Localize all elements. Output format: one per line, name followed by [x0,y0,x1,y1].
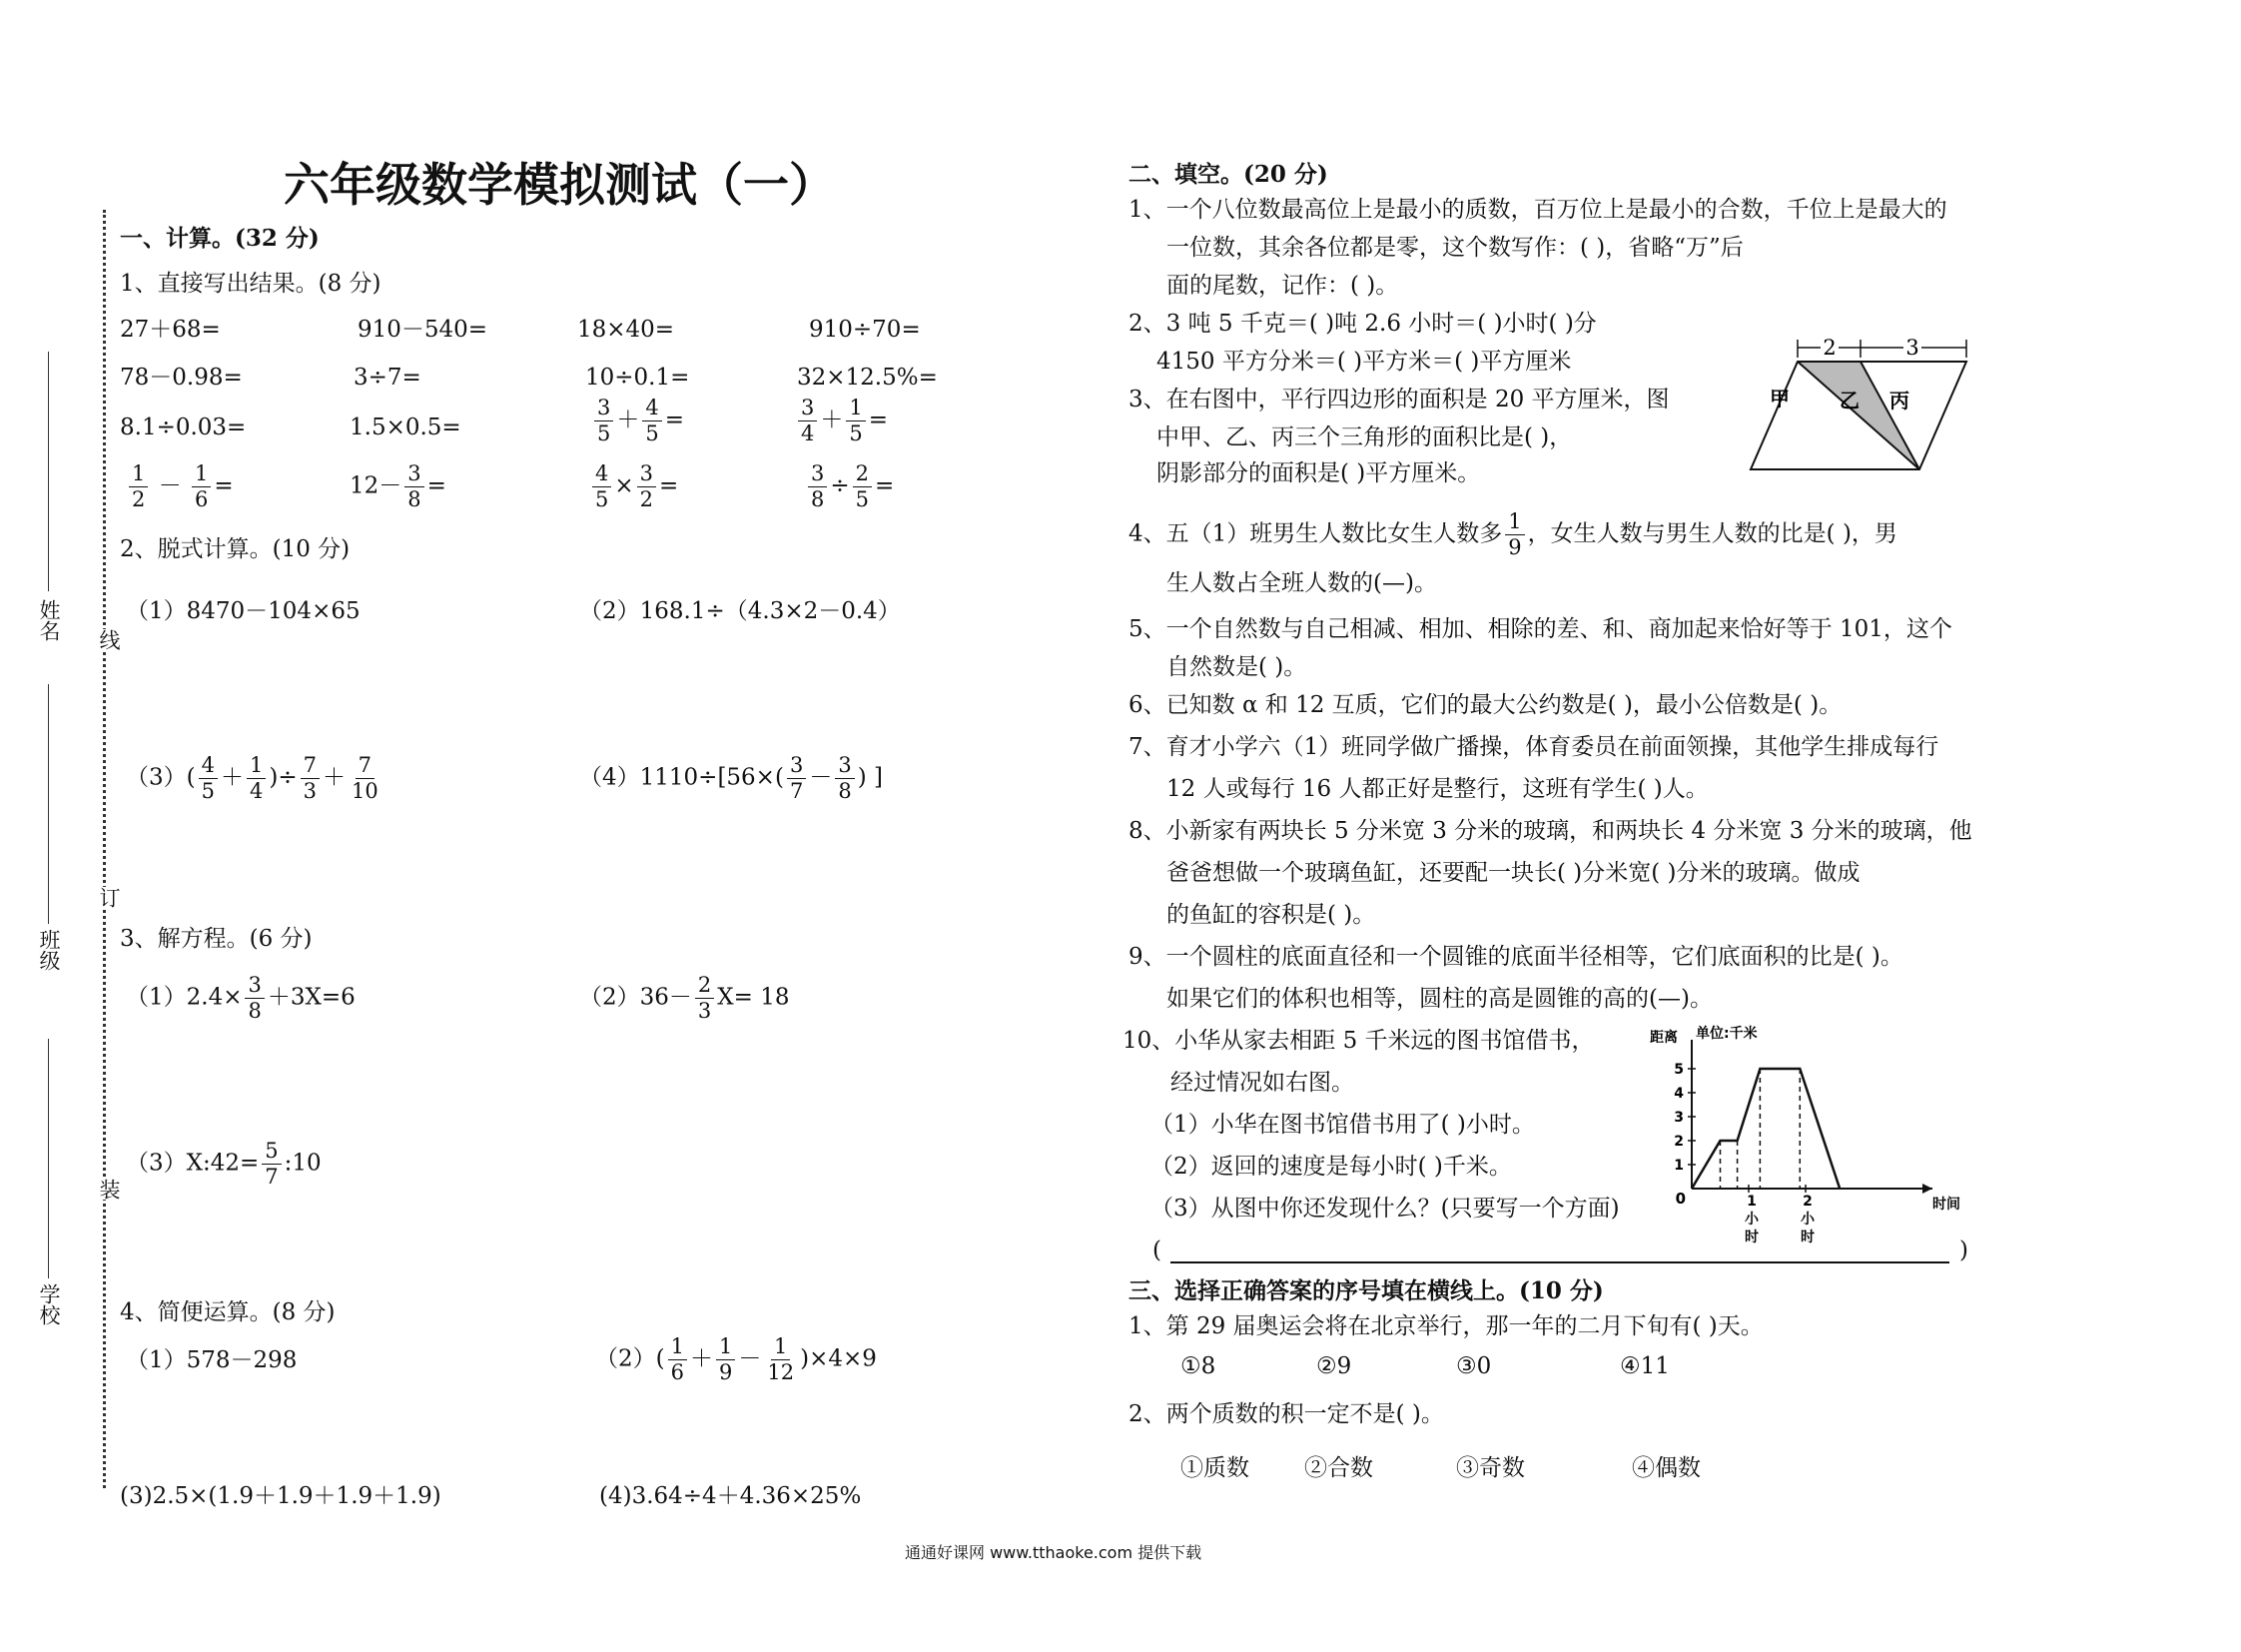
graph-ylabel: 距离 [1650,1030,1678,1046]
label-yi: 乙 [1840,389,1860,413]
section2-heading: 二、填空。(20 分) [1128,161,1328,188]
choice-q2-opt: ④偶数 [1632,1455,1701,1481]
fill-q8-line: 8、小新家有两块长 5 分米宽 3 分米的玻璃，和两块长 4 分米宽 3 分米的玻璃，他 [1128,818,1972,844]
fill-q10-line: （2）返回的速度是每小时( )千米。 [1150,1154,1512,1180]
footer-credit: 通通好课网 www.tthaoke.com 提供下载 [905,1543,1202,1562]
calc-item: 27＋68= [120,317,221,343]
choice-q2-opt: ①质数 [1180,1455,1249,1481]
fill-q3-line: 3、在右图中，平行四边形的面积是 20 平方厘米，图 [1128,387,1670,413]
label-3: 3 [1905,336,1919,360]
p2-q1: （1）8470－104×65 [126,598,361,624]
x-tick-2: 2 [1803,1194,1813,1210]
calc-item: 3÷7= [354,365,421,391]
choice-q1-opt: ②9 [1316,1353,1352,1379]
fill-q7-line: 7、育才小学六（1）班同学做广播操，体育委员在前面领操，其他学生排成每行 [1128,734,1939,760]
x-arrow [1922,1184,1932,1194]
graph-xlabel: 时间 [1932,1197,1960,1213]
p3-q1: （1）2.4× $\frac{3}{8}$ ＋3X=6 [126,973,356,1023]
name-label: 姓名 [37,599,61,641]
choice-q2: 2、两个质数的积一定不是( )。 [1128,1401,1444,1427]
calc-item: 910－540= [358,317,488,343]
x-tick-2-shi: 时 [1801,1230,1815,1245]
fill-q10-line: （3）从图中你还发现什么？(只要写一个方面) [1150,1196,1620,1222]
p4-q2: （2）( $\frac{1}{6}$ ＋ $\frac{1}{9}$ － $\frac{1}{12}$ )×4×9 [595,1334,877,1384]
ding-label: 订 [94,887,124,908]
class-label: 班级 [37,929,61,971]
fill-q8-line: 的鱼缸的容积是( )。 [1166,902,1376,928]
answer-close-paren: ) [1959,1238,1968,1263]
graph-unit: 单位:千米 [1696,1026,1758,1042]
p3-title: 3、解方程。(6 分) [120,926,313,952]
calc-item: 18×40= [577,317,675,343]
fill-q9-line: 如果它们的体积也相等，圆柱的高是圆锥的高的(—)。 [1166,986,1713,1012]
p1-title: 1、直接写出结果。(8 分) [120,271,381,297]
distance-time-graph [1648,1024,1977,1253]
fill-q6-line: 6、已知数 α 和 12 互质，它们的最大公约数是( )，最小公倍数是( )。 [1128,692,1843,718]
calc-fraction-item: $\frac{3}{4}$ ＋ $\frac{1}{5}$ = [795,398,888,444]
fill-q2-line: 4150 平方分米＝( )平方米＝( )平方厘米 [1156,349,1572,375]
distance-curve [1692,1069,1840,1189]
p2-title: 2、脱式计算。(10 分) [120,536,351,562]
calc-item: 8.1÷0.03= [120,414,247,440]
fill-q5-line: 5、一个自然数与自己相减、相加、相除的差、和、商加起来恰好等于 101，这个 [1128,616,1952,642]
y-tick-label: 1 [1674,1158,1684,1174]
answer-open-paren: ( [1152,1238,1161,1263]
x-tick-2-xiao: 小 [1801,1212,1815,1228]
choice-q2-opt: ②合数 [1304,1455,1373,1481]
answer-line [1170,1261,1949,1263]
calc-item: 10÷0.1= [585,365,690,391]
calc-fraction-item: $\frac{4}{5}$ × $\frac{3}{2}$ = [589,463,678,510]
choice-q1-opt: ③0 [1456,1353,1492,1379]
calc-item: 1.5×0.5= [350,414,461,440]
p2-q4: （4）1110÷[56×( $\frac{3}{7}$ － $\frac{3}{8}$ ) ] [579,753,883,803]
fill-q1-line: 1、一个八位数最高位上是最小的质数，百万位上是最小的合数，千位上是最大的 [1128,197,1947,223]
calc-fraction-item: $\frac{3}{8}$ ÷ $\frac{2}{5}$ = [805,463,894,510]
label-bing: 丙 [1889,389,1909,413]
fill-q3-line: 中甲、乙、丙三个三角形的面积比是( )， [1156,424,1573,450]
section1-heading: 一、计算。(32 分) [120,225,320,252]
label-jia: 甲 [1770,387,1790,411]
calc-fraction-item: $\frac{3}{5}$ ＋ $\frac{4}{5}$ = [591,398,684,444]
fill-q2-line: 2、3 吨 5 千克＝( )吨 2.6 小时＝( )小时( )分 [1128,311,1597,337]
fill-q9-line: 9、一个圆柱的底面直径和一个圆锥的底面半径相等，它们底面积的比是( )。 [1128,944,1903,970]
zhuang-label: 装 [94,1179,124,1200]
xian-label: 线 [94,629,124,650]
fill-q7-line: 12 人或每行 16 人都正好是整行，这班有学生( )人。 [1166,776,1709,802]
calc-fraction-item: 12－ $\frac{3}{8}$ = [350,461,446,511]
school-label: 学校 [37,1283,61,1325]
calc-fraction-item: $\frac{1}{2}$ － $\frac{1}{6}$ = [126,463,234,510]
fill-q1-line: 一位数，其余各位都是零，这个数写作：( )，省略“万”后 [1166,235,1744,261]
p4-q4: (4)3.64÷4＋4.36×25% [599,1483,862,1509]
graph-origin: 0 [1675,1190,1686,1208]
x-tick-1-xiao: 小 [1745,1212,1759,1228]
fill-q5-line: 自然数是( )。 [1166,654,1307,680]
calc-item: 32×12.5%= [797,365,938,391]
choice-q1-opt: ①8 [1180,1353,1216,1379]
binding-dotted-line [103,210,106,1488]
fill-q10-line: （1）小华在图书馆借书用了( )小时。 [1150,1112,1535,1138]
fill-q8-line: 爸爸想做一个玻璃鱼缸，还要配一块长( )分米宽( )分米的玻璃。做成 [1166,860,1861,886]
choice-q1: 1、第 29 届奥运会将在北京举行，那一年的二月下旬有( )天。 [1128,1313,1764,1339]
p3-q3: （3）X:42= $\frac{5}{7}$ :10 [126,1139,322,1189]
p4-q1: （1）578－298 [126,1347,298,1373]
choice-q1-opt: ④11 [1620,1353,1670,1379]
fill-q4-line: 生人数占全班人数的(—)。 [1166,570,1437,596]
section3-heading: 三、选择正确答案的序号填在横线上。(10 分) [1128,1277,1604,1304]
y-tick-label: 2 [1674,1134,1684,1150]
p4-q3: (3)2.5×(1.9＋1.9＋1.9＋1.9) [120,1483,441,1509]
fill-q10-line: 10、小华从家去相距 5 千米远的图书馆借书， [1122,1028,1595,1054]
x-tick-1: 1 [1747,1194,1757,1210]
calc-item: 910÷70= [809,317,921,343]
p4-title: 4、简便运算。(8 分) [120,1299,336,1325]
label-2: 2 [1823,336,1837,360]
x-tick-1-shi: 时 [1745,1230,1759,1245]
fill-q3-line: 阴影部分的面积是( )平方厘米。 [1156,460,1481,486]
p2-q3: （3）( $\frac{4}{5}$ ＋ $\frac{1}{4}$ )÷ $\frac{7}{3}$ ＋ $\frac{7}{10}$ [126,753,378,803]
fill-q1-line: 面的尾数，记作：( )。 [1166,273,1399,299]
parallelogram-figure [1738,330,1977,477]
fill-q10-line: 经过情况如右图。 [1170,1070,1354,1096]
y-tick-label: 5 [1674,1062,1684,1078]
p2-q2: （2）168.1÷（4.3×2－0.4） [579,598,901,624]
y-tick-label: 3 [1674,1110,1684,1126]
page-title: 六年级数学模拟测试（一） [284,158,835,212]
fill-q4-line: 4、五（1）班男生人数比女生人数多 $\frac{1}{9}$ ，女生人数与男生人数的比是( )，男 [1128,509,1897,559]
choice-q2-opt: ③奇数 [1456,1455,1525,1481]
y-tick-label: 4 [1674,1086,1684,1102]
calc-item: 78－0.98= [120,365,243,391]
p3-q2: （2）36－ $\frac{2}{3}$ X= 18 [579,973,790,1023]
